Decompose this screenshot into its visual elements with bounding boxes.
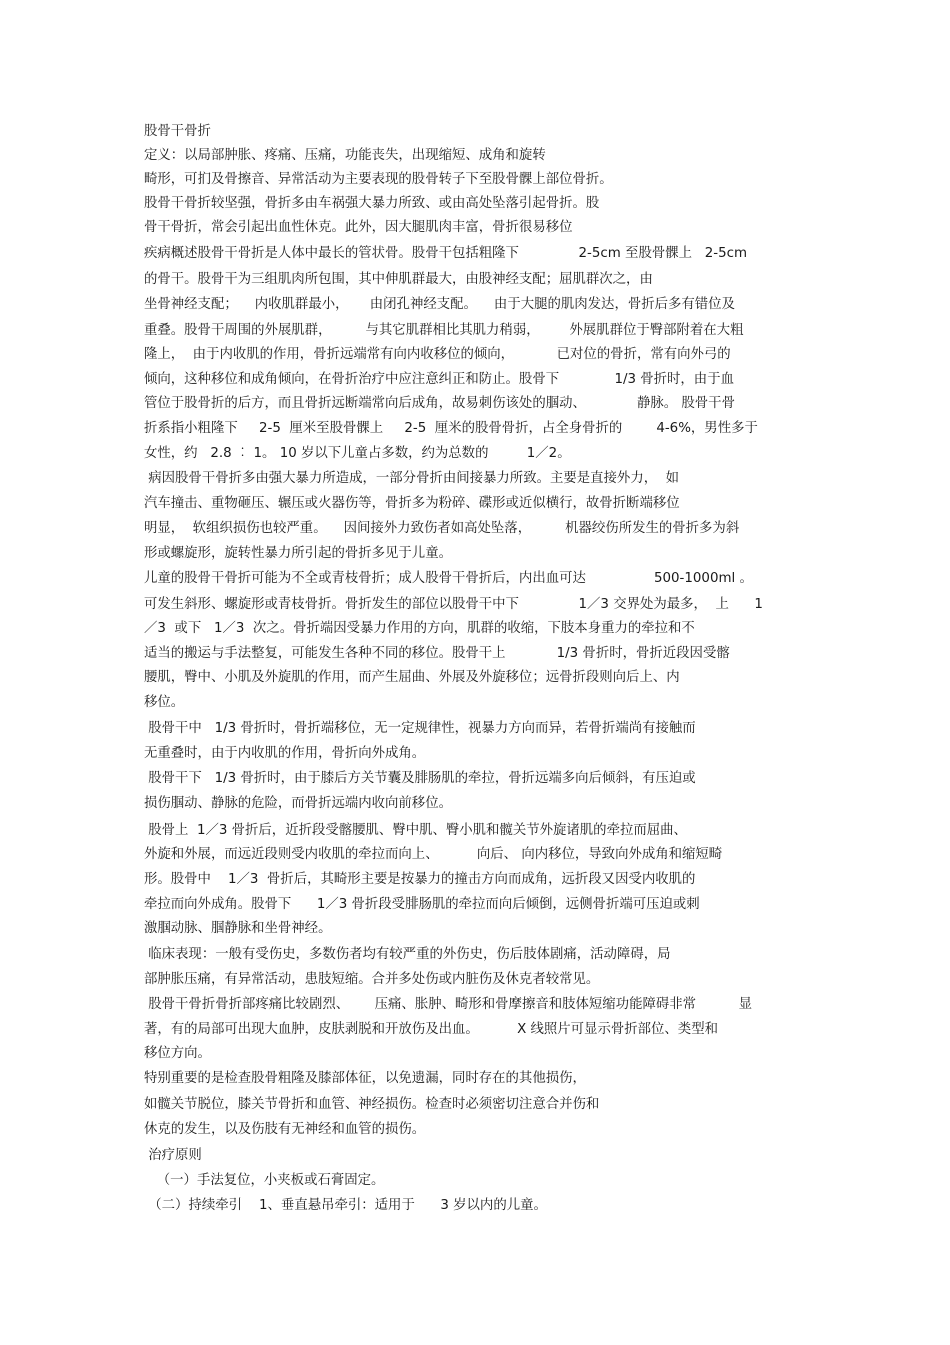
text-line: 隆上， 由于内收肌的作用，骨折远端常有向内收移位的倾向， 已对位的骨折，常有向外弓的 — [144, 347, 731, 362]
text-line: 股骨干骨折较坚强，骨折多由车祸强大暴力所致、或由高处坠落引起骨折。股 — [144, 196, 600, 211]
text-line: 临床表现：一般有受伤史，多数伤者均有较严重的外伤史，伤后肢体剧痛，活动障碍，局 — [144, 947, 671, 962]
text-line: 损伤腘动、静脉的危险，而骨折远端内收向前移位。 — [144, 796, 452, 811]
text-line: 股骨上 1／3 骨折后，近折段受髂腰肌、臀中肌、臀小肌和髋关节外旋诸肌的牵拉而屈曲、 — [144, 823, 687, 838]
text-line: 无重叠时，由于内收肌的作用，骨折向外成角。 — [144, 746, 426, 761]
text-line: 形或螺旋形，旋转性暴力所引起的骨折多见于儿童。 — [144, 546, 452, 561]
text-line: 定义：以局部肿胀、疼痛、压痛，功能丧失，出现缩短、成角和旋转 — [144, 148, 546, 163]
text-line: 移位方向。 — [144, 1046, 211, 1061]
text-line: 腰肌，臀中、小肌及外旋肌的作用，而产生屈曲、外展及外旋移位；远骨折段则向后上、内 — [144, 670, 680, 685]
text-line: 如髋关节脱位，膝关节骨折和血管、神经损伤。检查时必须密切注意合并伤和 — [144, 1097, 600, 1112]
text-line: （二）持续牵引 1、垂直悬吊牵引：适用于 3 岁以内的儿童。 — [144, 1198, 547, 1213]
text-line: 著，有的局部可出现大血肿，皮肤剥脱和开放伤及出血。 X 线照片可显示骨折部位、类型和 — [144, 1022, 718, 1037]
text-line: 重叠。股骨干周围的外展肌群， 与其它肌群相比其肌力稍弱， 外展肌群位于臀部附着在大粗 — [144, 323, 744, 338]
text-line: ／3 或下 1／3 次之。骨折端因受暴力作用的方向，肌群的收缩，下肢本身重力的牵拉和不 — [144, 621, 695, 636]
text-line: 股骨干下 1/3 骨折时，由于膝后方关节囊及腓肠肌的牵拉，骨折远端多向后倾斜，有压迫或 — [144, 771, 696, 786]
text-line: 股骨干中 1/3 骨折时，骨折端移位，无一定规律性，视暴力方向而异，若骨折端尚有接触而 — [144, 721, 696, 736]
text-line: 股骨干骨折骨折部疼痛比较剧烈、 压痛、胀肿、畸形和骨摩擦音和肢体短缩功能障碍非常 显 — [144, 997, 752, 1012]
text-line: 倾向，这种移位和成角倾向，在骨折治疗中应注意纠正和防止。股骨下 1/3 骨折时，由于血 — [144, 372, 734, 387]
text-line: 牵拉而向外成角。股骨下 1／3 骨折段受腓肠肌的牵拉而向后倾倒，远侧骨折端可压迫或刺 — [144, 897, 700, 912]
text-line: 畸形，可扪及骨擦音、异常活动为主要表现的股骨转子下至股骨髁上部位骨折。 — [144, 172, 613, 187]
text-line: 移位。 — [144, 695, 185, 710]
text-line: 病因股骨干骨折多由强大暴力所造成，一部分骨折由间接暴力所致。主要是直接外力， 如 — [144, 471, 680, 486]
text-line: 外旋和外展，而远近段则受内收肌的牵拉而向上、 向后、 向内移位，导致向外成角和缩短畸 — [144, 847, 723, 862]
text-line: 管位于股骨折的后方，而且骨折远断端常向后成角，故易刺伤该处的腘动、 静脉。 股骨干骨 — [144, 396, 735, 411]
text-line: 形。股骨中 1／3 骨折后，其畸形主要是按暴力的撞击方向而成角，远折段又因受内收肌的 — [144, 872, 696, 887]
text-line: 休克的发生，以及伤肢有无神经和血管的损伤。 — [144, 1122, 426, 1137]
text-line: 特别重要的是检查股骨粗隆及膝部体征，以免遗漏，同时存在的其他损伤， — [144, 1071, 586, 1086]
text-line: 部肿胀压痛，有异常活动，患肢短缩。合并多处伤或内脏伤及休克者较常见。 — [144, 972, 600, 987]
text-line: 适当的搬运与手法整复，可能发生各种不同的移位。股骨干上 1/3 骨折时，骨折近段因受髂 — [144, 646, 730, 661]
text-line: 可发生斜形、螺旋形或青枝骨折。骨折发生的部位以股骨干中下 1／3 交界处为最多， 上 1 — [144, 597, 763, 612]
text-line: （一）手法复位，小夹板或石膏固定。 — [144, 1173, 385, 1188]
text-line: 疾病概述股骨干骨折是人体中最长的管状骨。股骨干包括粗隆下 2-5cm 至股骨髁上 2-5cm — [144, 246, 748, 261]
text-line: 骨干骨折，常会引起出血性休克。此外，因大腿肌肉丰富，骨折很易移位 — [144, 220, 573, 235]
text-line: 折系指小粗隆下 2-5 厘米至股骨髁上 2-5 厘米的股骨骨折，占全身骨折的 4-6%，男性多于 — [144, 421, 758, 436]
text-line: 明显， 软组织损伤也较严重。 因间接外力致伤者如高处坠落， 机器绞伤所发生的骨折多为斜 — [144, 521, 740, 536]
text-line: 坐骨神经支配； 内收肌群最小， 由闭孔神经支配。 由于大腿的肌肉发达，骨折后多有错位及 — [144, 297, 735, 312]
text-line: 女性，约 2.8 ︰ 1。 10 岁以下儿童占多数，约为总数的 1／2。 — [144, 446, 571, 461]
document-title: 股骨干骨折 — [144, 124, 211, 139]
text-line: 激腘动脉、腘静脉和坐骨神经。 — [144, 921, 332, 936]
text-line: 治疗原则 — [144, 1148, 202, 1163]
text-line: 的骨干。股骨干为三组肌肉所包围，其中伸肌群最大，由股神经支配；屈肌群次之，由 — [144, 272, 653, 287]
text-line: 汽车撞击、重物砸压、辗压或火器伤等，骨折多为粉碎、碟形或近似横行，故骨折断端移位 — [144, 496, 680, 511]
text-line: 儿童的股骨干骨折可能为不全或青枝骨折；成人股骨干骨折后，内出血可达 500-1000ml 。 — [144, 571, 753, 586]
